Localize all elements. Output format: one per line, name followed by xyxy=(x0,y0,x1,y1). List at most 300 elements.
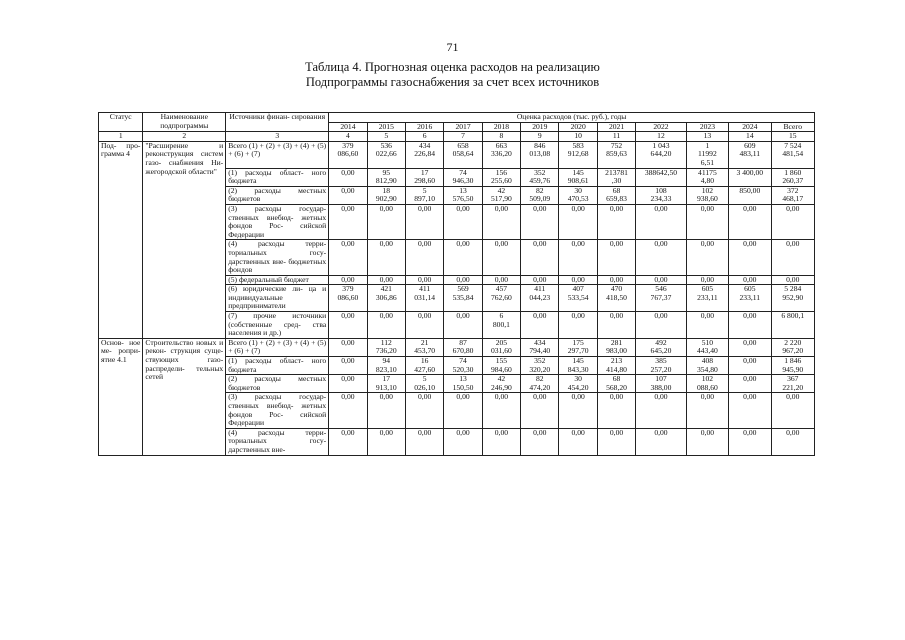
value-cell xyxy=(405,240,443,275)
value-line: 1 860 xyxy=(784,168,802,177)
value-line: 0,00 xyxy=(786,392,800,402)
value-line: 367 xyxy=(787,374,799,384)
value-cell xyxy=(521,285,559,312)
header-column-number: 10 xyxy=(559,132,597,142)
value-line: 902,90 xyxy=(375,194,397,204)
value-line: 0,00 xyxy=(700,428,715,437)
value-line: ,30 xyxy=(611,176,622,186)
value-line: 87 xyxy=(459,338,467,347)
value-line: 107 xyxy=(655,374,667,384)
value-cell xyxy=(729,428,771,455)
value-cell xyxy=(729,141,771,168)
value-line: 82 xyxy=(535,186,544,195)
funding-source-cell: (2) расходы местных бюджетов xyxy=(226,186,329,204)
funding-source-cell: (3) расходы государ- ственных внебюд- жетных фондов Рос- сийской Федерации xyxy=(226,204,329,239)
value-line: 0,00 xyxy=(700,311,715,321)
value-line: 569 xyxy=(457,284,469,294)
value-line: 233,11 xyxy=(697,292,718,302)
value-cell xyxy=(597,375,635,393)
value-cell xyxy=(686,168,728,186)
header-column-number: 7 xyxy=(444,132,482,142)
funding-source-cell: (5) федеральный бюджет xyxy=(226,275,329,285)
value-line: 510 xyxy=(701,338,714,347)
value-line: 41175 xyxy=(698,168,717,177)
value-line: 0,00 xyxy=(654,392,668,402)
funding-source-cell: (1) расходы област- ного бюджета xyxy=(226,357,329,375)
value-cell xyxy=(597,186,635,204)
value-cell xyxy=(482,393,520,428)
value-cell xyxy=(329,240,367,275)
value-line: 912,68 xyxy=(567,149,589,159)
value-cell xyxy=(559,375,597,393)
status-cell: Основ- ное ме- ропри- ятие 4.1 xyxy=(99,338,143,455)
value-cell xyxy=(686,186,728,204)
table-title-line-2: Подпрограммы газоснабжения за счет всех источников xyxy=(305,75,600,89)
value-line: 21 xyxy=(420,338,429,347)
value-line: 843,30 xyxy=(567,364,589,374)
value-cell xyxy=(729,186,771,204)
value-cell xyxy=(729,393,771,428)
value-cell xyxy=(686,375,728,393)
value-line: 812,90 xyxy=(375,176,397,186)
value-cell xyxy=(771,428,814,455)
value-cell xyxy=(729,204,771,239)
value-cell xyxy=(405,168,443,186)
value-line: 411 xyxy=(534,284,546,294)
value-line: 5 xyxy=(422,374,427,384)
header-column-number: 3 xyxy=(226,132,329,142)
value-cell xyxy=(329,168,367,186)
value-line: 0,00 xyxy=(654,204,668,213)
subprogram-name-cell: Строительство новых и рекон- струкция суще- ствующих газо- распредели- тельных сетей xyxy=(143,338,226,455)
header-column-number: 5 xyxy=(367,132,405,142)
value-cell xyxy=(686,141,728,168)
value-cell xyxy=(405,357,443,375)
value-line: 42 xyxy=(497,186,506,195)
value-cell xyxy=(521,204,559,239)
value-cell xyxy=(597,338,635,356)
value-cell xyxy=(636,240,686,275)
value-line: 0,00 xyxy=(743,275,757,284)
value-line: 0,00 xyxy=(571,311,585,321)
value-line: 0,00 xyxy=(533,275,547,284)
value-cell xyxy=(636,375,686,393)
header-year: 2017 xyxy=(444,122,482,132)
value-cell xyxy=(771,312,814,339)
value-line: 6 xyxy=(499,311,504,321)
value-line: 481,54 xyxy=(782,149,804,159)
header-column-number: 4 xyxy=(329,132,367,142)
expense-table xyxy=(98,112,815,456)
header-estimate: Оценка расходов (тыс. руб.), годы xyxy=(329,113,815,123)
value-line: 42 xyxy=(497,374,506,384)
header-column-number: 15 xyxy=(771,132,814,142)
value-line: 0,00 xyxy=(379,311,393,321)
header-column-number: 8 xyxy=(482,132,520,142)
value-line: 0,00 xyxy=(743,338,757,347)
value-line: 605 xyxy=(701,284,714,294)
value-cell xyxy=(521,168,559,186)
value-cell xyxy=(482,204,520,239)
value-line: 0,00 xyxy=(654,428,668,437)
value-line: 0,00 xyxy=(786,275,800,284)
value-cell xyxy=(559,357,597,375)
value-line: 938,60 xyxy=(696,194,718,204)
value-line: 0,00 xyxy=(786,428,800,437)
value-cell xyxy=(444,186,482,204)
value-cell xyxy=(367,357,405,375)
value-line: 3 400,00 xyxy=(736,168,764,177)
value-cell xyxy=(771,204,814,239)
value-cell xyxy=(405,375,443,393)
value-line: 945,90 xyxy=(782,364,804,374)
value-cell xyxy=(559,240,597,275)
value-line: 0,00 xyxy=(700,275,715,284)
header-year: 2014 xyxy=(329,122,367,132)
value-cell xyxy=(521,338,559,356)
value-line: 0,00 xyxy=(341,311,355,321)
value-line: 388642,50 xyxy=(644,168,678,177)
value-line: 379 xyxy=(342,141,354,150)
value-cell xyxy=(636,168,686,186)
value-line: 0,00 xyxy=(654,239,668,249)
page-number: 71 xyxy=(446,40,459,54)
value-line: 281 xyxy=(610,338,623,347)
value-line: 68 xyxy=(612,186,621,195)
value-cell xyxy=(686,428,728,455)
value-line: 354,80 xyxy=(696,364,718,374)
value-cell xyxy=(597,357,635,375)
value-line: 086,60 xyxy=(337,292,359,302)
value-cell xyxy=(636,312,686,339)
value-line: 583 xyxy=(572,141,584,150)
value-line: 0,00 xyxy=(609,239,624,249)
value-line: 0,00 xyxy=(494,428,509,437)
value-line: 5 xyxy=(422,186,427,195)
value-cell xyxy=(329,141,367,168)
value-line: 517,90 xyxy=(490,194,512,204)
header-year: 2021 xyxy=(597,122,635,132)
header-year: 2020 xyxy=(559,122,597,132)
value-line: 031,14 xyxy=(414,292,436,302)
value-cell xyxy=(444,338,482,356)
value-cell xyxy=(636,393,686,428)
value-line: 0,00 xyxy=(743,356,757,366)
value-cell xyxy=(771,275,814,285)
value-line: 145 xyxy=(572,168,584,177)
value-cell xyxy=(597,275,635,285)
value-line: 257,20 xyxy=(650,364,672,374)
value-cell xyxy=(636,141,686,168)
value-line: 414,80 xyxy=(606,364,627,374)
value-line: 453,70 xyxy=(414,346,436,356)
value-cell xyxy=(771,338,814,356)
value-line: 0,00 xyxy=(571,392,585,402)
value-line: 336,20 xyxy=(490,149,512,159)
value-line: 736,20 xyxy=(375,346,397,356)
value-line: 0,00 xyxy=(571,275,585,284)
value-cell xyxy=(597,393,635,428)
header-column-number: 14 xyxy=(729,132,771,142)
header-year: 2024 xyxy=(729,122,771,132)
value-line: 0,00 xyxy=(700,204,715,213)
value-cell xyxy=(482,312,520,339)
value-line: 213 xyxy=(610,356,623,366)
value-line: 0,00 xyxy=(494,275,509,284)
value-cell xyxy=(367,393,405,428)
value-line: 0,00 xyxy=(494,392,509,402)
status-cell: Под- про- грамма 4 xyxy=(99,141,143,338)
value-cell xyxy=(729,357,771,375)
value-line: 443,40 xyxy=(696,346,718,356)
value-line: 6 800,1 xyxy=(781,311,805,321)
value-cell xyxy=(367,168,405,186)
value-cell xyxy=(482,338,520,356)
value-line: 0,00 xyxy=(609,204,624,213)
value-line: 13 xyxy=(459,186,467,195)
value-line: 1 xyxy=(705,141,710,150)
header-year: 2018 xyxy=(482,122,520,132)
value-line: 30 xyxy=(574,374,582,384)
table-row xyxy=(99,338,815,356)
value-cell xyxy=(444,141,482,168)
header-year: 2019 xyxy=(521,122,559,132)
value-line: 2 220 xyxy=(784,338,802,347)
value-line: 794,40 xyxy=(529,346,551,356)
value-cell xyxy=(482,186,520,204)
value-line: 7 524 xyxy=(784,141,802,150)
value-line: 645,20 xyxy=(650,346,672,356)
value-line: 0,00 xyxy=(341,356,355,366)
value-line: 0,00 xyxy=(418,275,432,284)
value-cell xyxy=(559,204,597,239)
header-column-number: 6 xyxy=(405,132,443,142)
value-line: 859,63 xyxy=(606,149,627,159)
value-line: 454,20 xyxy=(567,382,589,392)
value-line: 17 xyxy=(420,168,429,177)
value-cell xyxy=(367,285,405,312)
value-cell xyxy=(444,312,482,339)
value-line: 470 xyxy=(610,284,623,294)
value-line: 0,00 xyxy=(494,239,509,249)
value-line: 145 xyxy=(572,356,584,366)
table-body xyxy=(99,141,815,455)
value-line: 983,00 xyxy=(606,346,627,356)
value-line: 0,00 xyxy=(571,428,585,437)
value-line: 0,00 xyxy=(654,311,668,321)
value-line: 0,00 xyxy=(418,204,432,213)
value-line: 418,50 xyxy=(606,292,627,302)
value-line: 82 xyxy=(535,374,544,384)
value-cell xyxy=(444,357,482,375)
value-cell xyxy=(367,312,405,339)
header-row-1 xyxy=(99,113,815,123)
value-line: 388,00 xyxy=(650,382,672,392)
value-cell xyxy=(367,240,405,275)
value-cell xyxy=(367,204,405,239)
value-line: 644,20 xyxy=(650,149,672,159)
value-cell xyxy=(636,186,686,204)
value-cell xyxy=(405,204,443,239)
value-cell xyxy=(729,240,771,275)
value-cell xyxy=(444,168,482,186)
header-column-number: 13 xyxy=(686,132,728,142)
value-line: 535,84 xyxy=(452,292,474,302)
value-line: 0,00 xyxy=(700,239,715,249)
value-cell xyxy=(329,428,367,455)
value-line: 474,20 xyxy=(529,382,551,392)
value-line: 0,00 xyxy=(609,392,624,402)
value-cell xyxy=(329,204,367,239)
value-cell xyxy=(405,393,443,428)
value-cell xyxy=(444,285,482,312)
value-cell xyxy=(771,285,814,312)
value-cell xyxy=(521,312,559,339)
value-line: 846 xyxy=(534,141,546,150)
header-year: 2022 xyxy=(636,122,686,132)
value-line: 434 xyxy=(534,338,546,347)
value-line: 520,30 xyxy=(452,364,474,374)
value-line: 372 xyxy=(787,186,799,195)
value-line: 800,1 xyxy=(492,319,510,329)
subprogram-name-cell: "Расширение и реконструкция систем газо- снабжения Ни- жегородской области" xyxy=(143,141,226,338)
value-cell xyxy=(686,240,728,275)
header-year: Всего xyxy=(771,122,814,132)
value-line: 468,17 xyxy=(782,194,804,204)
value-cell xyxy=(482,275,520,285)
value-line: 0,00 xyxy=(533,428,547,437)
value-line: 205 xyxy=(495,338,508,347)
value-cell xyxy=(559,428,597,455)
value-line: 0,00 xyxy=(743,374,757,384)
value-line: 150,50 xyxy=(452,382,474,392)
value-line: 411 xyxy=(419,284,431,294)
value-cell xyxy=(405,275,443,285)
value-line: 457 xyxy=(495,284,508,294)
value-cell xyxy=(521,186,559,204)
value-line: 352 xyxy=(534,168,546,177)
value-line: 568,20 xyxy=(606,382,627,392)
value-cell xyxy=(559,285,597,312)
value-line: 11992 xyxy=(698,149,717,159)
value-line: 0,00 xyxy=(341,275,355,284)
value-line: 823,10 xyxy=(375,364,397,374)
value-line: 605 xyxy=(744,284,756,294)
header-name: Наименование подпрограммы xyxy=(143,113,226,132)
value-line: 663 xyxy=(495,141,508,150)
value-cell xyxy=(367,375,405,393)
funding-source-cell: (2) расходы местных бюджетов xyxy=(226,375,329,393)
value-line: 260,37 xyxy=(782,176,804,186)
value-cell xyxy=(329,186,367,204)
value-cell xyxy=(482,240,520,275)
value-cell xyxy=(597,168,635,186)
value-line: 385 xyxy=(655,356,667,366)
value-cell xyxy=(367,428,405,455)
value-line: 044,23 xyxy=(529,292,551,302)
value-cell xyxy=(771,168,814,186)
value-line: 0,00 xyxy=(379,392,393,402)
value-line: 533,54 xyxy=(567,292,589,302)
value-cell xyxy=(597,240,635,275)
value-cell xyxy=(329,285,367,312)
value-line: 94 xyxy=(382,356,391,366)
value-line: 408 xyxy=(701,356,714,366)
value-cell xyxy=(686,393,728,428)
value-line: 0,00 xyxy=(533,204,547,213)
header-column-number: 9 xyxy=(521,132,559,142)
value-cell xyxy=(521,240,559,275)
value-cell xyxy=(597,141,635,168)
value-line: 031,60 xyxy=(490,346,512,356)
value-line: 13 xyxy=(459,374,467,384)
value-cell xyxy=(444,204,482,239)
value-cell xyxy=(405,312,443,339)
value-line: 0,00 xyxy=(533,392,547,402)
value-line: 0,00 xyxy=(341,186,355,195)
value-cell xyxy=(729,375,771,393)
value-line: 4,80 xyxy=(700,176,715,186)
value-line: 0,00 xyxy=(341,204,355,213)
value-line: 0,00 xyxy=(494,204,509,213)
value-cell xyxy=(444,393,482,428)
value-cell xyxy=(482,141,520,168)
value-cell xyxy=(482,375,520,393)
value-line: 659,83 xyxy=(606,194,627,204)
value-cell xyxy=(636,428,686,455)
table-title-line-1: Таблица 4. Прогнозная оценка расходов на реализацию xyxy=(305,60,600,74)
value-line: 0,00 xyxy=(533,239,547,249)
table-row xyxy=(99,141,815,168)
value-cell xyxy=(444,428,482,455)
value-line: 013,08 xyxy=(529,149,551,159)
value-cell xyxy=(729,275,771,285)
value-cell xyxy=(559,393,597,428)
value-line: 0,00 xyxy=(379,239,393,249)
value-cell xyxy=(686,338,728,356)
value-line: 0,00 xyxy=(456,428,470,437)
value-line: 492 xyxy=(655,338,667,347)
value-line: 0,00 xyxy=(743,204,757,213)
value-line: 297,70 xyxy=(567,346,589,356)
value-line: 112 xyxy=(380,338,392,347)
value-line: 306,86 xyxy=(375,292,397,302)
value-line: 946,30 xyxy=(452,176,474,186)
value-cell xyxy=(771,186,814,204)
value-cell xyxy=(729,338,771,356)
value-line: 952,90 xyxy=(782,292,804,302)
value-line: 108 xyxy=(655,186,667,195)
value-line: 984,60 xyxy=(490,364,512,374)
value-line: 352 xyxy=(534,356,546,366)
value-cell xyxy=(444,240,482,275)
value-cell xyxy=(329,338,367,356)
value-line: 0,00 xyxy=(654,275,668,284)
value-line: 0,00 xyxy=(571,204,585,213)
value-line: 74 xyxy=(459,168,467,177)
value-cell xyxy=(482,285,520,312)
value-line: 427,60 xyxy=(414,364,436,374)
value-cell xyxy=(771,357,814,375)
value-line: 434 xyxy=(418,141,431,150)
value-line: 483,11 xyxy=(739,149,761,159)
value-line: 0,00 xyxy=(786,239,800,249)
table-title xyxy=(0,60,905,90)
value-line: 609 xyxy=(744,141,756,150)
value-line: 16 xyxy=(420,356,429,366)
value-line: 0,00 xyxy=(341,374,355,384)
funding-source-cell: (7) прочие источники (собственные сред- ства населения и др.) xyxy=(226,312,329,339)
